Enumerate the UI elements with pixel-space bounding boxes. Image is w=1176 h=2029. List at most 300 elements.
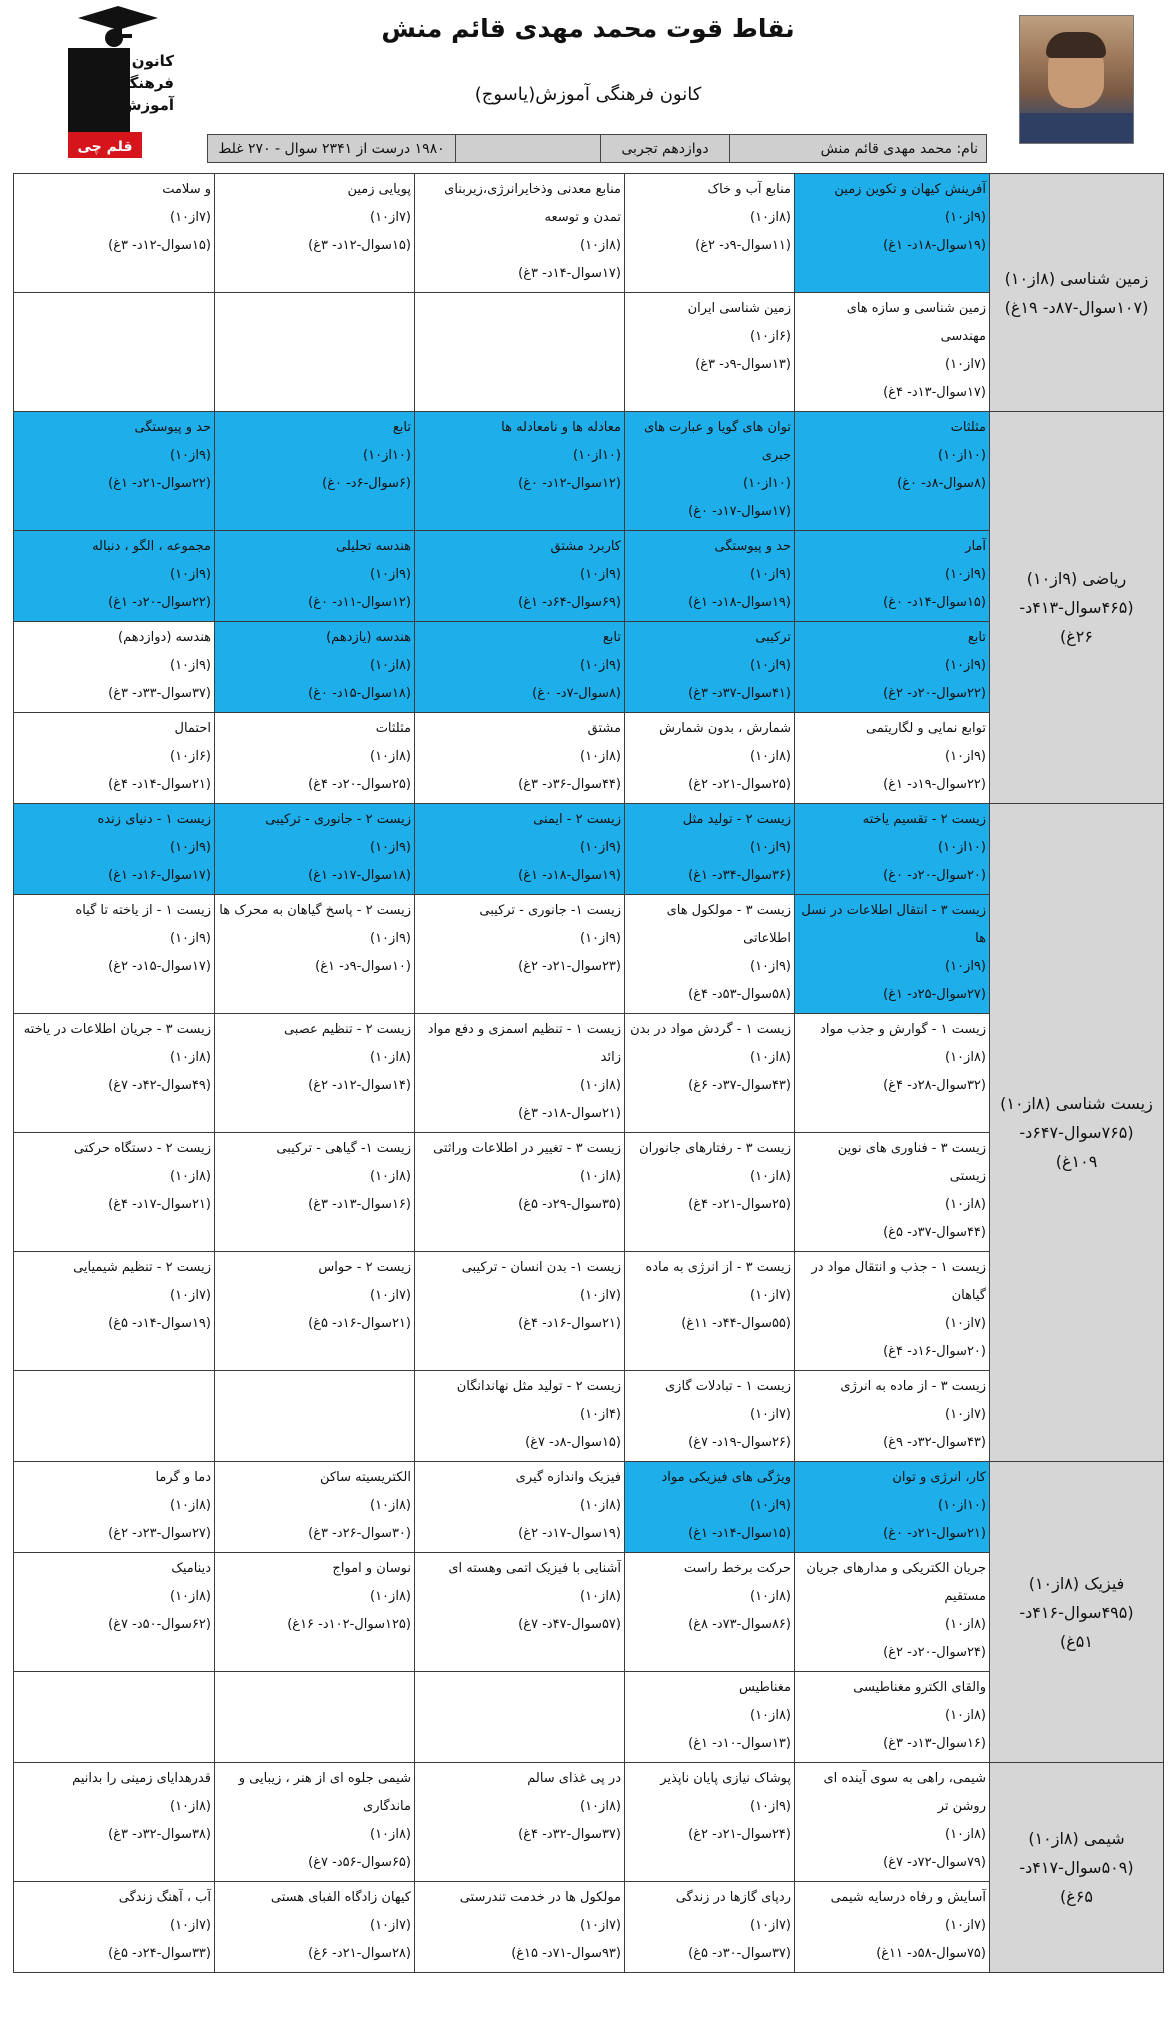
topic-score: (۸از۱۰)	[580, 1799, 621, 1814]
topic-name: حد و پیوستگی	[134, 420, 211, 435]
topic-stats: (۸۶سوال-۷۳د- ۸غ)	[688, 1617, 791, 1632]
topic-cell	[625, 804, 795, 895]
topic-name: جریان الکتریکی و مدارهای جریان مستقیم	[806, 1561, 986, 1604]
topic-stats: (۱۸سوال-۱۷د- ۱غ)	[308, 868, 411, 883]
topic-stats: (۲۲سوال-۲۱د- ۱غ)	[108, 476, 211, 491]
category-cell	[990, 804, 1164, 1462]
topic-score: (۱۰از۱۰)	[743, 476, 791, 491]
topic-score: (۹از۱۰)	[750, 658, 791, 673]
topic-score: (۱۰از۱۰)	[573, 448, 621, 463]
topic-stats: (۲۱سوال-۱۴د- ۴غ)	[108, 777, 211, 792]
topic-name: هندسه تحلیلی	[336, 539, 411, 554]
topic-name: تابع	[602, 630, 621, 645]
topic-name: زیست ۱ - از یاخته تا گیاه	[75, 903, 211, 918]
topic-stats: (۳۶سوال-۳۴د- ۱غ)	[688, 868, 791, 883]
topic-cell	[215, 412, 415, 531]
topic-cell	[14, 174, 215, 293]
topic-stats: (۷۹سوال-۷۲د- ۷غ)	[883, 1855, 986, 1870]
topic-cell	[625, 622, 795, 713]
topic-score: (۸از۱۰)	[170, 1799, 211, 1814]
topic-name: کار، انرژی و توان	[892, 1470, 986, 1485]
topic-stats: (۱۲سوال-۱۱د- ۰غ)	[308, 595, 411, 610]
topic-name: نوسان و امواج	[332, 1561, 411, 1576]
topic-score: (۷از۱۰)	[945, 1407, 986, 1422]
topic-name: پوشاک نیازی پایان ناپذیر	[660, 1771, 791, 1786]
topic-stats: (۳۷سوال-۳۲د- ۴غ)	[518, 1827, 621, 1842]
topic-stats: (۴۴سوال-۳۷د- ۵غ)	[883, 1225, 986, 1240]
topic-name: زیست ۱ - تبادلات گازی	[664, 1379, 791, 1394]
topic-cell	[14, 1553, 215, 1672]
topic-cell	[215, 1553, 415, 1672]
empty-cell	[415, 1672, 625, 1763]
topic-stats: (۱۸سوال-۱۵د- ۰غ)	[308, 686, 411, 701]
topic-cell	[795, 713, 990, 804]
topic-score: (۹از۱۰)	[370, 931, 411, 946]
topic-stats: (۳۵سوال-۲۹د- ۵غ)	[518, 1197, 621, 1212]
topic-cell	[625, 1462, 795, 1553]
topic-name: مغناطیس	[739, 1680, 791, 1695]
topic-stats: (۸سوال-۸د- ۰غ)	[897, 476, 986, 491]
topic-name: زیست ۲ - حواس	[318, 1260, 411, 1275]
topic-score: (۸از۱۰)	[580, 1498, 621, 1513]
topic-cell	[215, 174, 415, 293]
empty-cell	[215, 293, 415, 412]
topic-score: (۸از۱۰)	[580, 749, 621, 764]
topic-name: مثلثات	[950, 420, 986, 435]
topic-score: (۸از۱۰)	[750, 1169, 791, 1184]
topic-stats: (۲۲سوال-۱۹د- ۱غ)	[883, 777, 986, 792]
topic-cell	[14, 1014, 215, 1133]
topic-stats: (۳۲سوال-۲۸د- ۴غ)	[883, 1078, 986, 1093]
topic-name: زیست ۲ - تنظیم عصبی	[283, 1022, 411, 1037]
topic-score: (۷از۱۰)	[945, 1316, 986, 1331]
topic-stats: (۲۵سوال-۲۰د- ۴غ)	[308, 777, 411, 792]
topic-score: (۸از۱۰)	[370, 749, 411, 764]
topic-stats: (۲۲سوال-۲۰د- ۱غ)	[108, 595, 211, 610]
topic-stats: (۲۰سوال-۱۶د- ۴غ)	[883, 1344, 986, 1359]
topic-cell	[415, 804, 625, 895]
topic-name: منابع آب و خاک	[707, 182, 791, 197]
topic-stats: (۲۱سوال-۱۶د- ۵غ)	[308, 1316, 411, 1331]
topic-stats: (۵۸سوال-۵۳د- ۴غ)	[688, 987, 791, 1002]
topic-stats: (۱۵سوال-۸د- ۷غ)	[525, 1435, 621, 1450]
topic-stats: (۲۳سوال-۲۱د- ۲غ)	[518, 959, 621, 974]
topic-stats: (۱۷سوال-۱۶د- ۱غ)	[108, 868, 211, 883]
topic-score: (۷از۱۰)	[170, 1918, 211, 1933]
topic-cell	[215, 1462, 415, 1553]
topic-name: دینامیک	[171, 1561, 211, 1576]
topic-name: زیست ۱ - تنظیم اسمزی و دفع مواد زائد	[427, 1022, 621, 1065]
topic-name: در پی غذای سالم	[527, 1771, 621, 1786]
topic-stats: (۱۱سوال-۹د- ۲غ)	[695, 238, 791, 253]
topic-score: (۸از۱۰)	[370, 1498, 411, 1513]
category-label-line: ریاضی (۹از۱۰)	[1026, 569, 1127, 588]
topic-cell	[795, 293, 990, 412]
topic-score: (۹از۱۰)	[945, 749, 986, 764]
topic-stats: (۲۸سوال-۲۱د- ۶غ)	[308, 1946, 411, 1961]
topic-stats: (۱۶سوال-۱۳د- ۳غ)	[308, 1197, 411, 1212]
topic-stats: (۲۴سوال-۲۰د- ۲غ)	[883, 1645, 986, 1660]
topic-score: (۷از۱۰)	[370, 1288, 411, 1303]
report-header	[0, 0, 1176, 170]
topic-name: مولکول ها در خدمت تندرستی	[459, 1890, 621, 1905]
topic-stats: (۳۰سوال-۲۶د- ۳غ)	[308, 1526, 411, 1541]
topic-name: مجموعه ، الگو ، دنباله	[92, 539, 211, 554]
topic-stats: (۱۵سوال-۱۴د- ۱غ)	[688, 1526, 791, 1541]
topic-score: (۸از۱۰)	[370, 658, 411, 673]
topic-name: زیست ۲ - پاسخ گیاهان به محرک ها	[219, 903, 411, 918]
topic-cell	[625, 531, 795, 622]
topic-stats: (۳۸سوال-۳۲د- ۳غ)	[108, 1827, 211, 1842]
topic-cell	[625, 174, 795, 293]
topic-score: (۱۰از۱۰)	[938, 448, 986, 463]
topic-name: زیست ۱- جانوری - ترکیبی	[479, 903, 621, 918]
topic-name: زیست ۳ - مولکول های اطلاعاتی	[666, 903, 791, 946]
topic-name: قدرهدایای زمینی را بدانیم	[72, 1771, 211, 1786]
svg-text:آموزش: آموزش	[120, 96, 174, 114]
topic-stats: (۲۷سوال-۲۳د- ۲غ)	[108, 1526, 211, 1541]
topic-name: هندسه (دوازدهم)	[118, 630, 211, 645]
topic-score: (۷از۱۰)	[945, 357, 986, 372]
topic-score: (۱۰از۱۰)	[938, 840, 986, 855]
topic-score: (۹از۱۰)	[170, 931, 211, 946]
topic-score: (۹از۱۰)	[945, 210, 986, 225]
topic-stats: (۱۹سوال-۱۸د- ۱غ)	[688, 595, 791, 610]
topic-score: (۸از۱۰)	[170, 1498, 211, 1513]
topic-cell	[625, 1371, 795, 1462]
topic-name: زیست ۳ - از انرژی به ماده	[645, 1260, 791, 1275]
topic-stats: (۴۳سوال-۳۷د- ۶غ)	[688, 1078, 791, 1093]
topic-name: منابع معدنی وذخایرانرژی،زیربنای تمدن و توسعه	[444, 182, 621, 225]
topic-stats: (۹۳سوال-۷۱د- ۱۵غ)	[511, 1946, 621, 1961]
topic-cell	[14, 1133, 215, 1252]
topic-stats: (۲۴سوال-۲۱د- ۲غ)	[688, 1827, 791, 1842]
topic-score: (۶از۱۰)	[170, 749, 211, 764]
student-name: نام: محمد مهدی قائم منش	[729, 135, 986, 162]
topic-stats: (۵۵سوال-۴۴د- ۱۱غ)	[681, 1316, 791, 1331]
topic-cell	[415, 1462, 625, 1553]
empty-cell	[14, 1371, 215, 1462]
topic-name: زیست ۳ - فناوری های نوین زیستی	[837, 1141, 986, 1184]
topic-score: (۹از۱۰)	[170, 658, 211, 673]
topic-stats: (۴۱سوال-۳۷د- ۳غ)	[688, 686, 791, 701]
topic-name: زیست ۳ - رفتارهای جانوران	[639, 1141, 791, 1156]
topic-stats: (۲۵سوال-۲۱د- ۲غ)	[688, 777, 791, 792]
topic-score: (۷از۱۰)	[750, 1407, 791, 1422]
topic-name: دما و گرما	[155, 1470, 211, 1485]
topic-score: (۹از۱۰)	[580, 658, 621, 673]
category-cell	[990, 174, 1164, 412]
topic-cell	[795, 1133, 990, 1252]
topic-score: (۸از۱۰)	[580, 1078, 621, 1093]
topic-stats: (۳۳سوال-۲۴د- ۵غ)	[108, 1946, 211, 1961]
topic-cell	[795, 895, 990, 1014]
topic-score: (۸از۱۰)	[750, 749, 791, 764]
topic-stats: (۱۶سوال-۱۳د- ۳غ)	[883, 1736, 986, 1751]
topic-score: (۹از۱۰)	[945, 567, 986, 582]
topic-cell	[14, 804, 215, 895]
topic-stats: (۵۷سوال-۴۷د- ۷غ)	[518, 1617, 621, 1632]
topic-name: پویایی زمین	[347, 182, 411, 197]
topic-stats: (۲۱سوال-۱۸د- ۳غ)	[518, 1106, 621, 1121]
topic-cell	[625, 1763, 795, 1882]
page-title: نقاط قوت محمد مهدی قائم منش	[381, 14, 795, 43]
topic-stats: (۱۹سوال-۱۸د- ۱غ)	[518, 868, 621, 883]
topic-cell	[215, 531, 415, 622]
topic-name: زیست ۲ - تقسیم یاخته	[862, 812, 986, 827]
topic-cell	[795, 1882, 990, 1973]
category-label-line: (۴۶۵سوال-۴۱۳د-	[1019, 598, 1134, 617]
svg-text:قلم چی: قلم چی	[77, 139, 133, 155]
topic-name: الکتریسیته ساکن	[320, 1470, 411, 1485]
svg-text:فرهنگی: فرهنگی	[114, 74, 174, 92]
topic-score: (۹از۱۰)	[945, 959, 986, 974]
topic-score: (۱۰از۱۰)	[938, 1498, 986, 1513]
table-row	[14, 1462, 1164, 1553]
topic-stats: (۱۹سوال-۱۷د- ۲غ)	[518, 1526, 621, 1541]
topic-cell	[795, 1252, 990, 1371]
topic-cell	[795, 804, 990, 895]
topic-name: و سلامت	[162, 182, 211, 197]
topic-name: زیست ۲ - تولید مثل	[682, 812, 791, 827]
topic-name: والقای الکترو مغناطیسی	[853, 1680, 986, 1695]
topic-score: (۸از۱۰)	[945, 1827, 986, 1842]
topic-cell	[215, 622, 415, 713]
overall-summary: ۱۹۸۰ درست از ۲۳۴۱ سوال - ۲۷۰ غلط	[218, 140, 445, 157]
topic-name: تابع	[967, 630, 986, 645]
topic-name: حرکت برخط راست	[683, 1561, 791, 1576]
topic-stats: (۱۳سوال-۹د- ۳غ)	[695, 357, 791, 372]
topic-name: زیست ۱ - جذب و انتقال مواد در گیاهان	[811, 1260, 986, 1303]
topic-score: (۷از۱۰)	[945, 1918, 986, 1933]
topic-score: (۷از۱۰)	[370, 210, 411, 225]
topic-cell	[415, 1763, 625, 1882]
topic-stats: (۲۱سوال-۱۶د- ۴غ)	[518, 1316, 621, 1331]
topic-name: هندسه (یازدهم)	[326, 630, 411, 645]
topic-name: ویژگی های فیزیکی مواد	[661, 1470, 791, 1485]
topic-cell	[795, 1553, 990, 1672]
topic-score: (۹از۱۰)	[170, 840, 211, 855]
topic-score: (۹از۱۰)	[750, 959, 791, 974]
topic-cell	[625, 1882, 795, 1973]
category-label-line: ۲۶غ)	[1060, 627, 1093, 646]
page-subtitle: کانون فرهنگی آموزش(یاسوج)	[474, 84, 702, 105]
topic-name: کاربرد مشتق	[550, 539, 621, 554]
topic-name: زمین شناسی ایران	[687, 301, 791, 316]
topic-cell	[415, 412, 625, 531]
topic-score: (۷از۱۰)	[580, 1288, 621, 1303]
topic-stats: (۶۹سوال-۶۴د- ۱غ)	[518, 595, 621, 610]
category-label-line: ۱۰۹غ)	[1055, 1152, 1098, 1171]
topic-cell	[415, 531, 625, 622]
category-label-line: زمین شناسی (۸از۱۰)	[1004, 268, 1149, 288]
topic-stats: (۲۵سوال-۲۱د- ۴غ)	[688, 1197, 791, 1212]
table-row	[14, 174, 1164, 293]
topic-name: زیست ۱ - گردش مواد در بدن	[630, 1022, 791, 1037]
topic-name: زیست ۲ - تولید مثل نهاندانگان	[456, 1379, 621, 1394]
topic-score: (۹از۱۰)	[945, 658, 986, 673]
topic-score: (۹از۱۰)	[750, 1799, 791, 1814]
topic-score: (۸از۱۰)	[370, 1050, 411, 1065]
topic-stats: (۱۷سوال-۱۷د- ۰غ)	[688, 504, 791, 519]
topic-stats: (۲۲سوال-۲۰د- ۲غ)	[883, 686, 986, 701]
topic-stats: (۴۴سوال-۳۶د- ۳غ)	[518, 777, 621, 792]
topic-name: زیست ۱- بدن انسان - ترکیبی	[461, 1260, 621, 1275]
topic-cell	[795, 1672, 990, 1763]
topic-cell	[415, 1882, 625, 1973]
topic-cell	[415, 174, 625, 293]
topic-score: (۹از۱۰)	[370, 567, 411, 582]
topic-cell	[14, 412, 215, 531]
topic-cell	[795, 622, 990, 713]
category-label-line: شیمی (۸از۱۰)	[1028, 1829, 1125, 1848]
topic-cell	[625, 895, 795, 1014]
topic-name: زیست ۳ - انتقال اطلاعات در نسل ها	[801, 903, 986, 946]
topic-name: مثلثات	[375, 721, 411, 736]
topic-stats: (۱۷سوال-۱۵د- ۲غ)	[108, 959, 211, 974]
topic-cell	[795, 1371, 990, 1462]
category-label-line: (۵۰۹سوال-۴۱۷د-	[1019, 1858, 1134, 1877]
category-label-line: (۷۶۵سوال-۶۴۷د-	[1019, 1123, 1134, 1142]
topic-stats: (۱۹سوال-۱۸د- ۱غ)	[883, 238, 986, 253]
topic-score: (۷از۱۰)	[750, 1918, 791, 1933]
topic-stats: (۴۹سوال-۴۲د- ۷غ)	[108, 1078, 211, 1093]
topic-cell	[215, 1763, 415, 1882]
topic-stats: (۶۵سوال-۵۶د- ۷غ)	[308, 1855, 411, 1870]
topic-score: (۷از۱۰)	[170, 210, 211, 225]
topic-score: (۹از۱۰)	[580, 567, 621, 582]
topic-stats: (۱۲۵سوال-۱۰۲د- ۱۶غ)	[287, 1617, 411, 1632]
topic-stats: (۲۱سوال-۱۷د- ۴غ)	[108, 1197, 211, 1212]
empty-cell	[215, 1371, 415, 1462]
category-label-line: زیست شناسی (۸از۱۰)	[1000, 1094, 1153, 1113]
topic-cell	[625, 412, 795, 531]
topic-cell	[415, 1553, 625, 1672]
topic-cell	[795, 174, 990, 293]
empty-cell	[215, 1672, 415, 1763]
topic-name: زیست ۳ - جریان اطلاعات در یاخته	[23, 1022, 211, 1037]
topic-stats: (۱۵سوال-۱۴د- ۰غ)	[883, 595, 986, 610]
topic-cell	[14, 713, 215, 804]
topic-score: (۹از۱۰)	[370, 840, 411, 855]
table-row	[14, 804, 1164, 895]
topic-name: زیست ۱- گیاهی - ترکیبی	[276, 1141, 411, 1156]
topic-stats: (۱۳سوال-۱۰د- ۱غ)	[688, 1736, 791, 1751]
topic-cell	[795, 1014, 990, 1133]
category-label-line: ۵۱غ)	[1060, 1631, 1093, 1651]
table-row	[14, 412, 1164, 531]
topic-name: توان های گویا و عبارت های جبری	[643, 420, 791, 463]
topic-score: (۸از۱۰)	[945, 1197, 986, 1212]
topic-name: زیست ۲ - تنظیم شیمیایی	[73, 1260, 211, 1275]
topic-score: (۹از۱۰)	[580, 840, 621, 855]
topic-score: (۴از۱۰)	[580, 1407, 621, 1422]
topic-stats: (۷۵سوال-۵۸د- ۱۱غ)	[876, 1946, 986, 1961]
topic-stats: (۱۴سوال-۱۲د- ۲غ)	[308, 1078, 411, 1093]
empty-cell	[415, 293, 625, 412]
topic-name: آشنایی با فیزیک اتمی وهسته ای	[448, 1561, 621, 1576]
topic-cell	[795, 531, 990, 622]
topic-cell	[14, 895, 215, 1014]
topic-stats: (۱۷سوال-۱۳د- ۴غ)	[883, 385, 986, 400]
topic-cell	[215, 1133, 415, 1252]
topic-score: (۹از۱۰)	[750, 567, 791, 582]
topic-score: (۸از۱۰)	[750, 1708, 791, 1723]
empty-cell	[14, 293, 215, 412]
topic-name: شمارش ، بدون شمارش	[659, 721, 791, 736]
topic-stats: (۶سوال-۶د- ۰غ)	[322, 476, 411, 491]
table-row	[14, 1763, 1164, 1882]
topic-cell	[415, 1371, 625, 1462]
topic-score: (۹از۱۰)	[170, 567, 211, 582]
topic-score: (۹از۱۰)	[750, 1498, 791, 1513]
topic-name: آفرینش کیهان و تکوین زمین	[834, 182, 986, 197]
topic-score: (۸از۱۰)	[580, 1589, 621, 1604]
topic-name: زیست ۳ - تغییر در اطلاعات وراثتی	[433, 1141, 621, 1156]
topic-name: زمین شناسی و سازه های مهندسی	[846, 301, 986, 344]
topic-name: معادله ها و نامعادله ها	[501, 420, 621, 435]
topic-cell	[625, 1133, 795, 1252]
topic-name: آسایش و رفاه درسایه شیمی	[830, 1890, 986, 1905]
topic-score: (۹از۱۰)	[580, 931, 621, 946]
svg-text:کانون: کانون	[131, 52, 174, 70]
topic-name: ترکیبی	[755, 630, 791, 645]
topic-cell	[795, 1763, 990, 1882]
topic-score: (۷از۱۰)	[750, 1288, 791, 1303]
topic-stats: (۴۳سوال-۳۲د- ۹غ)	[883, 1435, 986, 1450]
topic-score: (۱۰از۱۰)	[363, 448, 411, 463]
topic-stats: (۱۷سوال-۱۴د- ۳غ)	[518, 266, 621, 281]
topic-score: (۸از۱۰)	[370, 1169, 411, 1184]
topic-cell	[14, 1763, 215, 1882]
topic-score: (۶از۱۰)	[750, 329, 791, 344]
topic-stats: (۳۷سوال-۳۳د- ۳غ)	[108, 686, 211, 701]
category-cell	[990, 1462, 1164, 1763]
topic-stats: (۱۲سوال-۱۲د- ۰غ)	[518, 476, 621, 491]
topic-stats: (۸سوال-۷د- ۰غ)	[532, 686, 621, 701]
topic-cell	[14, 531, 215, 622]
topic-cell	[625, 1553, 795, 1672]
topic-score: (۸از۱۰)	[945, 1708, 986, 1723]
empty-cell	[14, 1672, 215, 1763]
topic-cell	[415, 895, 625, 1014]
category-cell	[990, 1763, 1164, 1973]
topic-score: (۹از۱۰)	[170, 448, 211, 463]
topic-cell	[625, 1252, 795, 1371]
topic-cell	[625, 1672, 795, 1763]
topic-cell	[215, 713, 415, 804]
topic-score: (۸از۱۰)	[170, 1169, 211, 1184]
topic-name: زیست ۲ - دستگاه حرکتی	[73, 1141, 211, 1156]
topic-cell	[415, 1133, 625, 1252]
topic-cell	[14, 1882, 215, 1973]
topic-name: شیمی، راهی به سوی آینده ای روشن تر	[823, 1771, 986, 1814]
topic-cell	[795, 412, 990, 531]
topic-score: (۷از۱۰)	[580, 1918, 621, 1933]
topic-name: آب ، آهنگ زندگی	[118, 1890, 211, 1905]
topic-name: احتمال	[174, 721, 211, 736]
topic-name: کیهان زادگاه الفبای هستی	[270, 1890, 411, 1905]
topic-stats: (۱۵سوال-۱۲د- ۳غ)	[108, 238, 211, 253]
topic-score: (۸از۱۰)	[370, 1827, 411, 1842]
category-label-line: (۴۹۵سوال-۴۱۶د-	[1019, 1602, 1134, 1622]
topic-cell	[14, 1252, 215, 1371]
student-photo	[1019, 15, 1134, 144]
topic-score: (۸از۱۰)	[370, 1589, 411, 1604]
topic-cell	[795, 1462, 990, 1553]
topic-score: (۸از۱۰)	[945, 1050, 986, 1065]
student-grade: دوازدهم تجربی	[600, 135, 729, 162]
